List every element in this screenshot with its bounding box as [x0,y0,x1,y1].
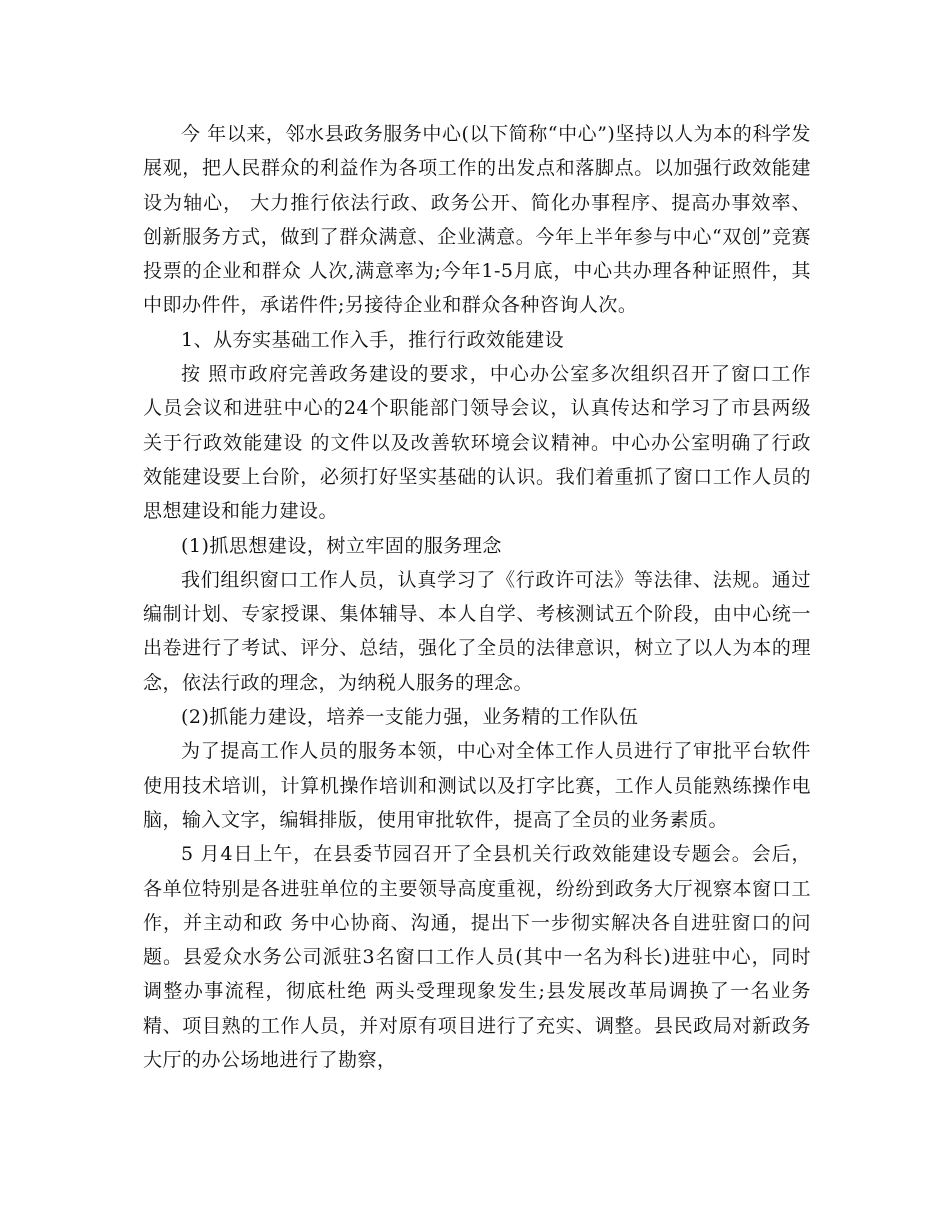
intro-paragraph: 今 年以来，邻水县政务服务中心(以下简称“中心”)坚持以人为本的科学发展观，把人民群众的利益作为各项工作的出发点和落脚点。以加强行政效能建设为轴心， 大力推行依法行政、政务公开、简化办事程序、提高办事效率、创新服务方式，做到了群众满意、企业满意。今年上半年参与中心“双创”竞赛投票的企业和群众 人次,满意率为;今年1-5月底，中心共办理各种证照件，其中即办件件，承诺件件;另接待企业和群众各种咨询人次。 [143,123,811,317]
document-page [143,117,811,1077]
section-heading-1: 1、从夯实基础工作入手，推行行政效能建设 [181,328,565,351]
subheading-2: (2)抓能力建设，培养一支能力强，业务精的工作队伍 [181,706,639,729]
subsection-1-paragraph: 我们组织窗口工作人员，认真学习了《行政许可法》等法律、法规。通过编制计划、专家授课、集体辅导、本人自学、考核测试五个阶段，由中心统一出卷进行了考试、评分、总结，强化了全员的法律意识，树立了以人为本的理念，依法行政的理念，为纳税人服务的理念。 [143,568,811,694]
subsection-2-paragraph: 为了提高工作人员的服务本领，中心对全体工作人员进行了审批平台软件使用技术培训，计算机操作培训和测试以及打字比赛，工作人员能熟练操作电脑，输入文字，编辑排版，使用审批软件，提高了全员的业务素质。 [143,740,811,831]
section-1-paragraph: 按 照市政府完善政务建设的要求，中心办公室多次组织召开了窗口工作人员会议和进驻中心的24个职能部门领导会议，认真传达和学习了市县两级关于行政效能建设 的文件以及改善软环境会议精神。中心办公室明确了行政效能建设要上台阶，必须打好坚实基础的认识。我们着重抓了窗口工作人员的思想建设和能力建设。 [143,363,811,523]
may-meeting-paragraph: 5 月4日上午，在县委节园召开了全县机关行政效能建设专题会。会后，各单位特别是各进驻单位的主要领导高度重视，纷纷到政务大厅视察本窗口工作，并主动和政 务中心协商、沟通，提出下一步彻实解决各自进驻窗口的问题。县爱众水务公司派驻3名窗口工作人员(其中一名为科长)进驻中心，同时调整办事流程，彻底杜绝 两头受理现象发生;县发展改革局调换了一名业务精、项目熟的工作人员，并对原有项目进行了充实、调整。县民政局对新政务大厅的办公场地进行了勘察， [143,843,811,1072]
subheading-1: (1)抓思想建设，树立牢固的服务理念 [181,534,502,557]
